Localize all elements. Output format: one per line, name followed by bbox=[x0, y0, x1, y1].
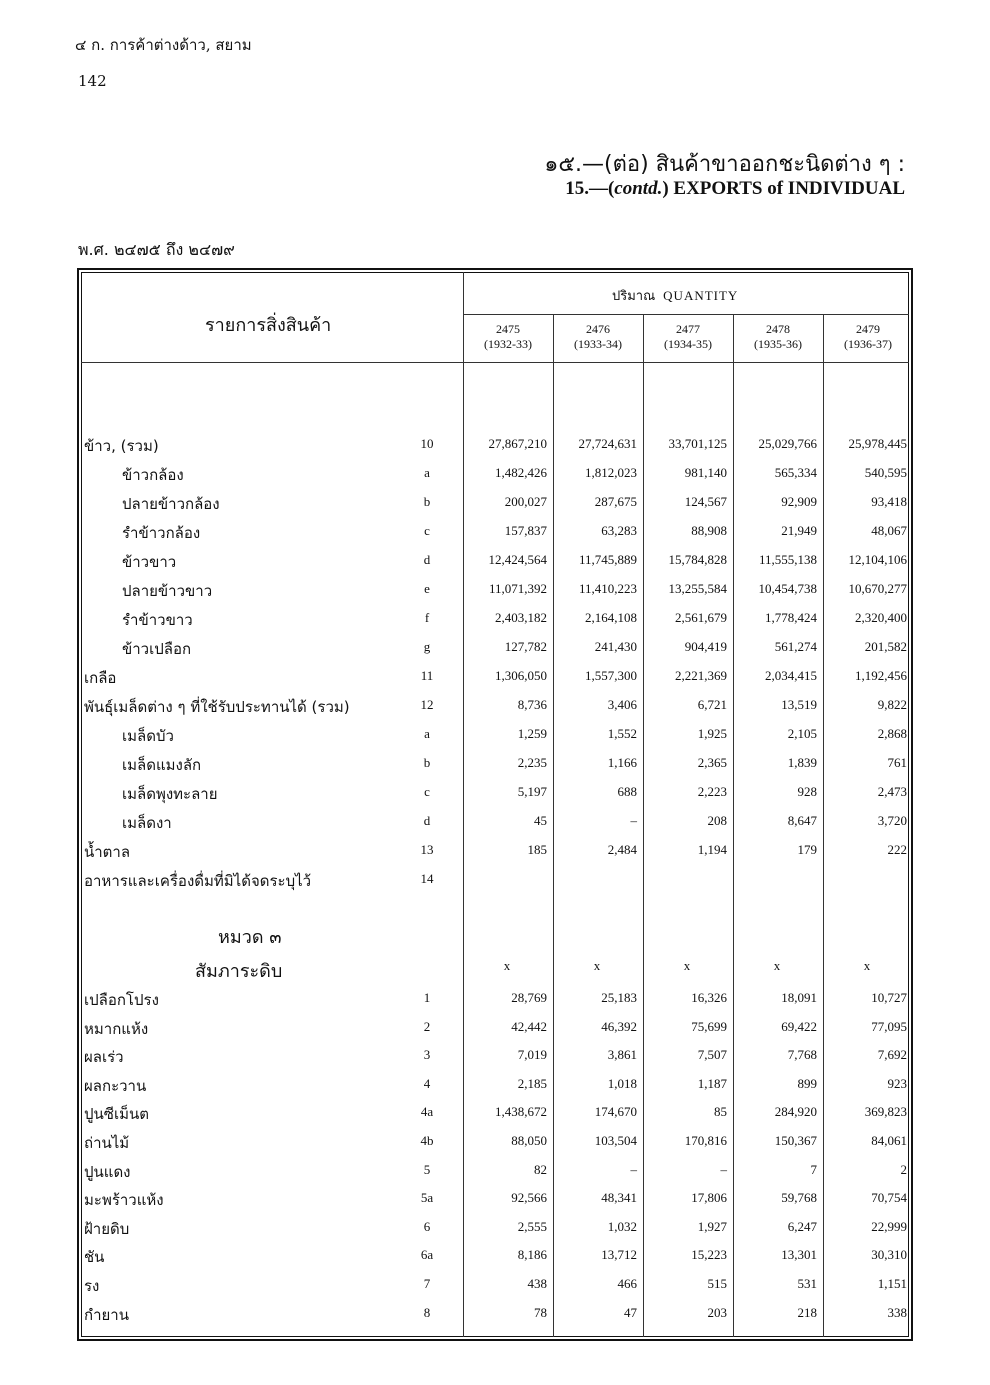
description-column-header: รายการสิ่งสินค้า bbox=[205, 315, 332, 336]
row-ref: f bbox=[424, 610, 430, 625]
cell-value: 2,868 bbox=[877, 726, 907, 741]
cell-value: 241,430 bbox=[594, 639, 637, 654]
table-row bbox=[0, 782, 990, 810]
row-ref: c bbox=[424, 784, 430, 799]
table-row bbox=[0, 753, 990, 781]
cell-value: 82 bbox=[534, 1161, 547, 1177]
cell-value: 16,326 bbox=[691, 990, 727, 1005]
cell-value: 11,071,392 bbox=[488, 581, 547, 596]
row-ref: 1 bbox=[423, 990, 431, 1005]
row-label: เมล็ดบัว bbox=[122, 727, 174, 745]
row-ref: 8 bbox=[423, 1304, 431, 1320]
row-label: น้ำตาล bbox=[84, 843, 131, 861]
row-label: เมล็ดงา bbox=[122, 814, 172, 832]
cell-value: 11,745,889 bbox=[578, 552, 637, 567]
period-label: พ.ศ. ๒๔๗๕ ถึง ๒๔๗๙ bbox=[78, 240, 235, 259]
cell-value: 10,454,738 bbox=[758, 581, 817, 596]
cell-value: 174,670 bbox=[594, 1104, 637, 1120]
cell-value: 2,164,108 bbox=[585, 610, 637, 625]
cell-value: 2 bbox=[900, 1161, 907, 1177]
row-label: ชัน bbox=[84, 1248, 105, 1267]
row-ref: 2 bbox=[423, 1018, 431, 1034]
cell-value: 15,223 bbox=[691, 1247, 727, 1263]
cell-value: 18,091 bbox=[781, 990, 817, 1005]
row-label: ปลายข้าวขาว bbox=[122, 582, 213, 600]
cell-value: 1,925 bbox=[697, 726, 727, 741]
cell-value: 8,736 bbox=[517, 697, 547, 712]
row-label: เกลือ bbox=[84, 669, 117, 687]
table-row bbox=[0, 1274, 990, 1302]
table-row bbox=[0, 550, 990, 578]
row-ref: 3 bbox=[423, 1047, 431, 1063]
cell-value: – bbox=[630, 1161, 637, 1177]
cell-value: 1,151 bbox=[877, 1276, 907, 1291]
cell-value: 11,410,223 bbox=[578, 581, 637, 596]
cell-value: 22,999 bbox=[871, 1218, 907, 1234]
section-3-subtitle: สัมภาระดิบ bbox=[195, 961, 283, 982]
cell-value: 466 bbox=[617, 1276, 637, 1291]
row-label: ปูนซีเม็นต bbox=[84, 1105, 149, 1124]
cell-value: 1,306,050 bbox=[495, 668, 547, 683]
table-row bbox=[0, 1245, 990, 1273]
cell-value: 1,438,672 bbox=[495, 1104, 547, 1120]
cell-value: 200,027 bbox=[504, 494, 547, 509]
year-header-2478 bbox=[734, 322, 822, 352]
cell-value: 185 bbox=[527, 842, 547, 857]
row-ref: 4a bbox=[420, 1104, 434, 1120]
cell-value: 1,812,023 bbox=[585, 465, 637, 480]
cell-value: 127,782 bbox=[504, 639, 547, 654]
row-label: ข้าวขาว bbox=[122, 553, 177, 571]
cell-value: 1,839 bbox=[787, 755, 817, 770]
cell-value: 33,701,125 bbox=[668, 436, 727, 451]
cell-value: 17,806 bbox=[691, 1190, 727, 1206]
row-ref: 6 bbox=[423, 1218, 431, 1234]
row-ref: e bbox=[424, 581, 430, 596]
cell-value: 438 bbox=[527, 1276, 547, 1291]
quantity-header bbox=[612, 285, 738, 306]
cell-value: 1,778,424 bbox=[765, 610, 817, 625]
cell-value: 1,194 bbox=[697, 842, 727, 857]
cell-value: 7 bbox=[810, 1161, 817, 1177]
cell-value: 1,557,300 bbox=[585, 668, 637, 683]
cell-value: 2,221,369 bbox=[675, 668, 727, 683]
cell-value: 48,341 bbox=[601, 1190, 637, 1206]
row-label: ข้าวเปลือก bbox=[122, 640, 192, 658]
row-ref: d bbox=[423, 552, 431, 567]
cell-value: 48,067 bbox=[871, 523, 907, 538]
year-header-2475 bbox=[464, 322, 552, 352]
row-ref: 5a bbox=[420, 1190, 434, 1206]
cell-value: 1,018 bbox=[607, 1075, 637, 1091]
section-mark: x bbox=[773, 958, 781, 973]
section-mark: x bbox=[863, 958, 871, 973]
table-row bbox=[0, 695, 990, 723]
table-row bbox=[0, 988, 990, 1016]
cell-value: 928 bbox=[797, 784, 817, 799]
cell-value: 88,050 bbox=[511, 1133, 547, 1148]
cell-value: 2,223 bbox=[697, 784, 727, 799]
row-label: รำข้าวขาว bbox=[122, 611, 193, 629]
year-ce: (1932-33) bbox=[484, 337, 532, 351]
cell-value: – bbox=[720, 1161, 727, 1177]
cell-value: 12,104,106 bbox=[848, 552, 907, 567]
row-ref: 10 bbox=[420, 436, 434, 451]
row-label: อาหารและเครื่องดื่มที่มิได้จดระบุไว้ bbox=[84, 872, 312, 890]
cell-value: 565,334 bbox=[774, 465, 817, 480]
cell-value: 3,720 bbox=[877, 813, 907, 828]
cell-value: 531 bbox=[797, 1276, 817, 1291]
row-label: มะพร้าวแห้ง bbox=[84, 1191, 164, 1210]
cell-value: 93,418 bbox=[871, 494, 907, 509]
cell-value: 124,567 bbox=[684, 494, 727, 509]
quantity-header-thai: ปริมาณ bbox=[612, 289, 656, 304]
cell-value: 7,768 bbox=[787, 1047, 817, 1063]
year-be: 2479 bbox=[856, 322, 880, 336]
running-header: ๔ ก. การค้าต่างด้าว, สยาม bbox=[75, 36, 252, 54]
row-ref: 7 bbox=[423, 1276, 431, 1291]
cell-value: 904,419 bbox=[684, 639, 727, 654]
cell-value: 2,034,415 bbox=[765, 668, 817, 683]
row-ref: 5 bbox=[423, 1161, 431, 1177]
cell-value: 3,861 bbox=[607, 1047, 637, 1063]
year-ce: (1934-35) bbox=[664, 337, 712, 351]
cell-value: 7,692 bbox=[877, 1047, 907, 1063]
row-label: เมล็ดแมงลัก bbox=[122, 756, 202, 774]
row-ref: b bbox=[423, 494, 431, 509]
cell-value: 3,406 bbox=[607, 697, 637, 712]
cell-value: 27,724,631 bbox=[578, 436, 637, 451]
row-label: กำยาน bbox=[84, 1305, 129, 1324]
cell-value: 1,927 bbox=[697, 1218, 727, 1234]
cell-value: 46,392 bbox=[601, 1018, 637, 1034]
cell-value: 27,867,210 bbox=[488, 436, 547, 451]
cell-value: 150,367 bbox=[774, 1133, 817, 1148]
cell-value: 21,949 bbox=[781, 523, 817, 538]
row-label: รง bbox=[84, 1277, 100, 1295]
cell-value: 103,504 bbox=[594, 1133, 637, 1148]
row-ref: 4b bbox=[420, 1133, 434, 1148]
cell-value: 1,259 bbox=[517, 726, 547, 741]
row-label: รำข้าวกล้อง bbox=[122, 524, 201, 542]
page-number: 142 bbox=[78, 72, 107, 90]
title-en-italic: contd. bbox=[614, 178, 663, 199]
row-label: ผลเร่ว bbox=[84, 1048, 124, 1067]
year-header-2479 bbox=[824, 322, 912, 352]
cell-value: 688 bbox=[617, 784, 637, 799]
cell-value: 540,595 bbox=[864, 465, 907, 480]
cell-value: 13,255,584 bbox=[668, 581, 727, 596]
cell-value: 2,561,679 bbox=[675, 610, 727, 625]
row-ref: 6a bbox=[420, 1247, 434, 1263]
header-divider-qty bbox=[463, 314, 909, 315]
year-ce: (1935-36) bbox=[754, 337, 802, 351]
cell-value: 42,442 bbox=[511, 1018, 547, 1034]
cell-value: 2,105 bbox=[787, 726, 817, 741]
header-divider-bottom bbox=[81, 362, 909, 363]
row-ref: 4 bbox=[423, 1075, 431, 1091]
cell-value: 5,197 bbox=[517, 784, 547, 799]
cell-value: 2,484 bbox=[607, 842, 637, 857]
year-header-2477 bbox=[644, 322, 732, 352]
cell-value: 59,768 bbox=[781, 1190, 817, 1206]
cell-value: 2,320,400 bbox=[855, 610, 907, 625]
row-label: ปูนแดง bbox=[84, 1162, 131, 1181]
table-title-english bbox=[565, 178, 905, 200]
cell-value: 287,675 bbox=[594, 494, 637, 509]
cell-value: – bbox=[630, 813, 637, 828]
cell-value: 7,507 bbox=[697, 1047, 727, 1063]
year-ce: (1933-34) bbox=[574, 337, 622, 351]
section-mark: x bbox=[503, 958, 511, 973]
cell-value: 92,566 bbox=[511, 1190, 547, 1206]
table-row bbox=[0, 492, 990, 520]
row-label: ถ่านไม้ bbox=[84, 1134, 130, 1152]
table-row bbox=[0, 1160, 990, 1188]
row-ref: c bbox=[424, 523, 430, 538]
year-be: 2475 bbox=[496, 322, 520, 336]
cell-value: 218 bbox=[797, 1304, 817, 1320]
row-ref: 13 bbox=[420, 842, 434, 857]
cell-value: 1,482,426 bbox=[495, 465, 547, 480]
year-ce: (1936-37) bbox=[844, 337, 892, 351]
cell-value: 88,908 bbox=[691, 523, 727, 538]
cell-value: 13,519 bbox=[781, 697, 817, 712]
cell-value: 6,721 bbox=[697, 697, 727, 712]
cell-value: 7,019 bbox=[517, 1047, 547, 1063]
cell-value: 10,670,277 bbox=[848, 581, 907, 596]
row-ref: a bbox=[424, 726, 430, 741]
cell-value: 85 bbox=[714, 1104, 727, 1120]
table-row bbox=[0, 1017, 990, 1045]
row-ref: b bbox=[423, 755, 431, 770]
cell-value: 25,183 bbox=[601, 990, 637, 1005]
table-row bbox=[0, 1217, 990, 1245]
cell-value: 92,909 bbox=[781, 494, 817, 509]
row-ref: 14 bbox=[420, 871, 434, 886]
year-be: 2477 bbox=[676, 322, 700, 336]
quantity-header-english: QUANTITY bbox=[663, 288, 739, 303]
row-label: หมากแห้ง bbox=[84, 1019, 149, 1038]
cell-value: 13,712 bbox=[601, 1247, 637, 1263]
cell-value: 30,310 bbox=[871, 1247, 907, 1263]
table-row bbox=[0, 637, 990, 665]
cell-value: 1,032 bbox=[607, 1218, 637, 1234]
year-be: 2476 bbox=[586, 322, 610, 336]
row-ref: g bbox=[423, 639, 431, 654]
cell-value: 77,095 bbox=[871, 1018, 907, 1034]
cell-value: 2,473 bbox=[877, 784, 907, 799]
year-header-2476 bbox=[554, 322, 642, 352]
table-row bbox=[0, 1303, 990, 1331]
row-ref: 12 bbox=[420, 697, 434, 712]
cell-value: 9,822 bbox=[877, 697, 907, 712]
row-label: ฝ้ายดิบ bbox=[84, 1219, 130, 1238]
cell-value: 179 bbox=[797, 842, 817, 857]
cell-value: 8,186 bbox=[517, 1247, 547, 1263]
cell-value: 2,365 bbox=[697, 755, 727, 770]
table-row bbox=[0, 869, 990, 897]
cell-value: 10,727 bbox=[871, 990, 907, 1005]
table-row bbox=[0, 666, 990, 694]
cell-value: 208 bbox=[707, 813, 727, 828]
cell-value: 1,192,456 bbox=[855, 668, 907, 683]
cell-value: 45 bbox=[534, 813, 547, 828]
row-label: ข้าวกล้อง bbox=[122, 466, 184, 484]
section-mark: x bbox=[683, 958, 691, 973]
row-ref: d bbox=[423, 813, 431, 828]
cell-value: 338 bbox=[887, 1304, 907, 1320]
row-ref: 11 bbox=[420, 668, 434, 683]
table-row bbox=[0, 811, 990, 839]
table-row bbox=[0, 724, 990, 752]
table-row bbox=[0, 1045, 990, 1073]
cell-value: 13,301 bbox=[781, 1247, 817, 1263]
cell-value: 25,978,445 bbox=[848, 436, 907, 451]
cell-value: 923 bbox=[887, 1075, 907, 1091]
cell-value: 284,920 bbox=[774, 1104, 817, 1120]
cell-value: 2,555 bbox=[517, 1218, 547, 1234]
section-mark: x bbox=[593, 958, 601, 973]
cell-value: 561,274 bbox=[774, 639, 817, 654]
table-row bbox=[0, 1074, 990, 1102]
cell-value: 515 bbox=[707, 1276, 727, 1291]
cell-value: 899 bbox=[797, 1075, 817, 1091]
table-row bbox=[0, 608, 990, 636]
cell-value: 369,823 bbox=[864, 1104, 907, 1120]
cell-value: 981,140 bbox=[684, 465, 727, 480]
table-row bbox=[0, 521, 990, 549]
table-row bbox=[0, 579, 990, 607]
cell-value: 761 bbox=[887, 755, 907, 770]
cell-value: 170,816 bbox=[684, 1133, 727, 1148]
cell-value: 8,647 bbox=[787, 813, 817, 828]
cell-value: 75,699 bbox=[691, 1018, 727, 1034]
cell-value: 70,754 bbox=[871, 1190, 907, 1206]
table-row bbox=[0, 463, 990, 491]
section-3-title: หมวด ๓ bbox=[218, 927, 282, 948]
cell-value: 2,185 bbox=[517, 1075, 547, 1091]
cell-value: 25,029,766 bbox=[758, 436, 817, 451]
row-label: ข้าว, (รวม) bbox=[84, 437, 159, 455]
cell-value: 78 bbox=[534, 1304, 547, 1320]
cell-value: 15,784,828 bbox=[668, 552, 727, 567]
cell-value: 69,422 bbox=[781, 1018, 817, 1034]
cell-value: 84,061 bbox=[871, 1133, 907, 1148]
cell-value: 1,552 bbox=[607, 726, 637, 741]
cell-value: 47 bbox=[624, 1304, 637, 1320]
table-row bbox=[0, 1102, 990, 1130]
cell-value: 1,166 bbox=[607, 755, 637, 770]
row-label: ผลกะวาน bbox=[84, 1076, 147, 1095]
row-ref: a bbox=[424, 465, 430, 480]
cell-value: 2,235 bbox=[517, 755, 547, 770]
row-label: เมล็ดพุงทะลาย bbox=[122, 785, 218, 803]
row-label: พันธุ์เมล็ดต่าง ๆ ที่ใช้รับประทานได้ (รวม) bbox=[84, 698, 350, 716]
table-row bbox=[0, 840, 990, 868]
table-title-thai: ๑๕.—(ต่อ) สินค้าขาออกชะนิดต่าง ๆ : bbox=[544, 152, 905, 177]
table-row bbox=[0, 1188, 990, 1216]
cell-value: 63,283 bbox=[601, 523, 637, 538]
cell-value: 11,555,138 bbox=[758, 552, 817, 567]
cell-value: 12,424,564 bbox=[488, 552, 547, 567]
title-en-suffix: ) EXPORTS of INDIVIDUAL bbox=[662, 178, 905, 199]
cell-value: 222 bbox=[887, 842, 907, 857]
row-label: เปลือกโปรง bbox=[84, 991, 159, 1009]
title-en-prefix: 15.—( bbox=[565, 178, 615, 199]
cell-value: 2,403,182 bbox=[495, 610, 547, 625]
year-be: 2478 bbox=[766, 322, 790, 336]
table-row bbox=[0, 1131, 990, 1159]
cell-value: 1,187 bbox=[697, 1075, 727, 1091]
cell-value: 201,582 bbox=[864, 639, 907, 654]
row-label: ปลายข้าวกล้อง bbox=[122, 495, 220, 513]
cell-value: 203 bbox=[707, 1304, 727, 1320]
cell-value: 28,769 bbox=[511, 990, 547, 1005]
table-row bbox=[0, 434, 990, 462]
cell-value: 6,247 bbox=[787, 1218, 817, 1234]
cell-value: 157,837 bbox=[504, 523, 547, 538]
